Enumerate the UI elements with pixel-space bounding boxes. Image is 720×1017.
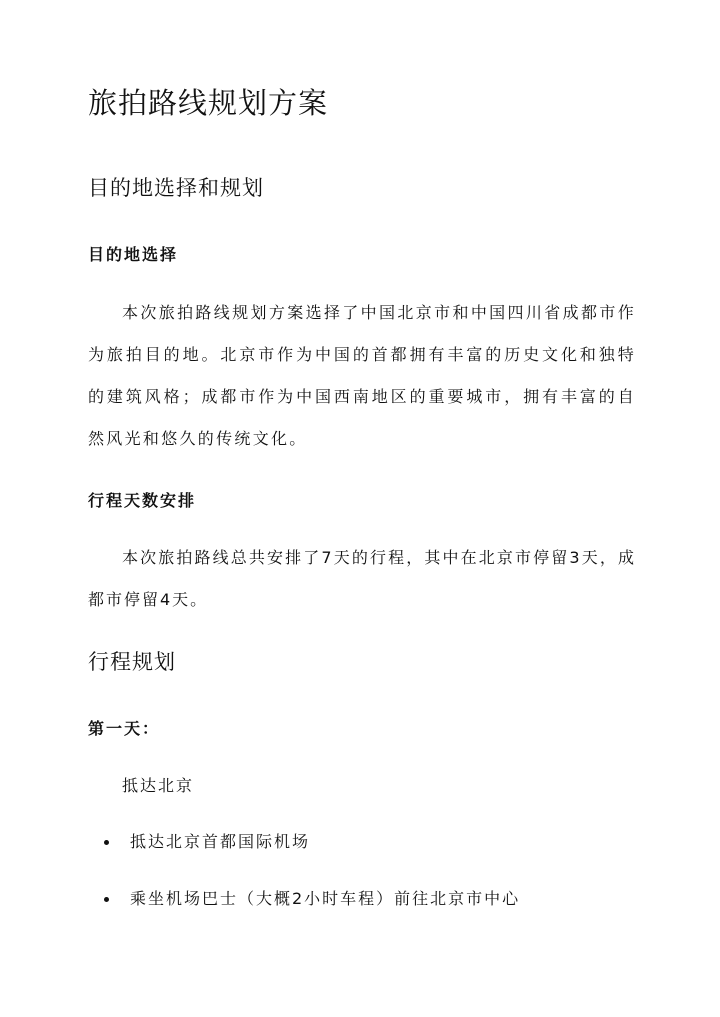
day-subtitle: 抵达北京 [122,776,195,795]
section-heading-destination: 目的地选择和规划 [88,176,264,200]
list-item [104,830,664,887]
day-heading: 第一天： [88,719,161,738]
day-item-list [104,830,664,944]
schedule-paragraph: 本次旅拍路线总共安排了7天的行程，其中在北京市停留3天，成都市停留4天。 [88,548,636,609]
subsection-heading-schedule-days: 行程天数安排 [88,491,197,510]
document-title: 旅拍路线规划方案 [88,86,329,120]
list-item-text: 抵达北京首都国际机场 [130,832,311,851]
section-heading-itinerary: 行程规划 [88,650,176,674]
list-item [104,887,664,944]
bullet-dot-icon [104,840,109,845]
bullet-dot-icon [104,897,109,902]
destination-paragraph: 本次旅拍路线规划方案选择了中国北京市和中国四川省成都市作为旅拍目的地。北京市作为中国的首都拥有丰富的历史文化和独特的建筑风格；成都市作为中国西南地区的重要城市，拥有丰富的自然风光和悠久的传统文化。 [88,303,636,448]
subsection-heading-destination-choice: 目的地选择 [88,245,179,264]
list-item-text: 乘坐机场巴士（大概2小时车程）前往北京市中心 [130,889,521,908]
